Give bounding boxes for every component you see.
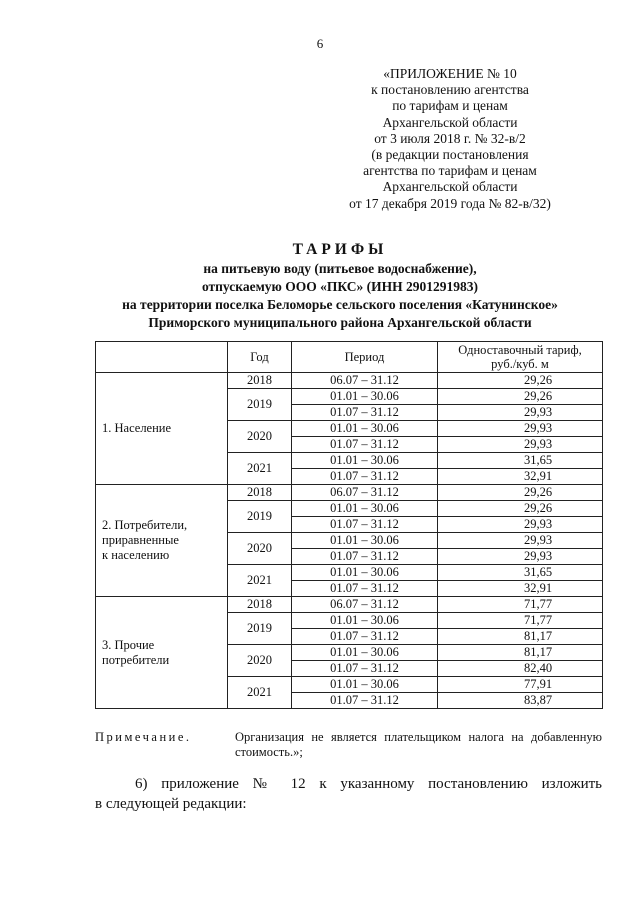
tariff-value-cell: 29,93 bbox=[438, 421, 603, 437]
period-cell: 01.07 – 31.12 bbox=[292, 581, 438, 597]
period-cell: 01.01 – 30.06 bbox=[292, 389, 438, 405]
appendix-line: Архангельской области bbox=[382, 114, 518, 130]
tariff-value-cell: 29,93 bbox=[438, 405, 603, 421]
year-cell: 2019 bbox=[228, 389, 292, 421]
consumer-label: потребители bbox=[102, 652, 170, 667]
tariff-value-cell: 81,17 bbox=[438, 645, 603, 661]
consumer-label: 2. Потребители, bbox=[102, 518, 188, 532]
table-header-row bbox=[96, 342, 603, 373]
period-cell: 01.01 – 30.06 bbox=[292, 613, 438, 629]
period-cell: 01.01 – 30.06 bbox=[292, 645, 438, 661]
period-cell: 01.07 – 31.12 bbox=[292, 661, 438, 677]
tariff-table bbox=[95, 341, 603, 709]
title-line: отпускаемую ООО «ПКС» (ИНН 2901291983) bbox=[201, 279, 479, 294]
year-cell: 2018 bbox=[228, 373, 292, 389]
tariff-value-cell: 29,26 bbox=[438, 501, 603, 517]
tariff-value-cell: 29,93 bbox=[438, 533, 603, 549]
consumer-label: приравненные bbox=[102, 533, 179, 547]
tariff-value-cell: 82,40 bbox=[438, 661, 603, 677]
title-line: на территории поселка Беломорье сельского поселения «Катунинское» bbox=[122, 297, 558, 312]
appendix-line: от 17 декабря 2019 года № 82-в/32) bbox=[349, 195, 551, 211]
tariff-value-cell: 31,65 bbox=[438, 565, 603, 581]
table-row bbox=[96, 597, 603, 613]
tariff-value-cell: 83,87 bbox=[438, 693, 603, 709]
page-number: 6 bbox=[316, 36, 324, 51]
tariff-value-cell: 77,91 bbox=[438, 677, 603, 693]
tariff-value-cell: 29,93 bbox=[438, 437, 603, 453]
tariff-value-cell: 32,91 bbox=[438, 469, 603, 485]
period-cell: 01.07 – 31.12 bbox=[292, 437, 438, 453]
body-paragraph bbox=[95, 774, 602, 814]
header-tariff-line: Одноставочный тариф, bbox=[458, 343, 582, 357]
tariff-value-cell: 29,26 bbox=[438, 485, 603, 501]
period-cell: 01.07 – 31.12 bbox=[292, 693, 438, 709]
period-cell: 01.07 – 31.12 bbox=[292, 517, 438, 533]
consumer-cell bbox=[96, 373, 228, 485]
header-consumer bbox=[96, 342, 228, 373]
year-cell: 2020 bbox=[228, 645, 292, 677]
document-title bbox=[60, 240, 620, 332]
tariff-value-cell: 31,65 bbox=[438, 453, 603, 469]
title-line: Приморского муниципального района Архангельской области bbox=[148, 315, 532, 330]
title-line: на питьевую воду (питьевое водоснабжение), bbox=[203, 261, 477, 276]
year-cell: 2020 bbox=[228, 533, 292, 565]
tariff-value-cell: 29,93 bbox=[438, 517, 603, 533]
period-cell: 01.01 – 30.06 bbox=[292, 677, 438, 693]
title-main: ТАРИФЫ bbox=[292, 241, 388, 258]
consumer-label: 1. Население bbox=[102, 421, 172, 435]
period-cell: 06.07 – 31.12 bbox=[292, 373, 438, 389]
year-cell: 2020 bbox=[228, 421, 292, 453]
consumer-label: 3. Прочие bbox=[102, 637, 155, 652]
header-period: Период bbox=[292, 342, 438, 373]
paragraph-line: 6) приложение № 12 к указанному постановлению изложить bbox=[135, 776, 602, 792]
period-cell: 01.01 – 30.06 bbox=[292, 533, 438, 549]
tariff-table-body bbox=[96, 373, 603, 709]
header-tariff-line: руб./куб. м bbox=[491, 357, 549, 371]
header-year: Год bbox=[228, 342, 292, 373]
tariff-value-cell: 71,77 bbox=[438, 613, 603, 629]
year-cell: 2021 bbox=[228, 677, 292, 709]
tariff-value-cell: 71,77 bbox=[438, 597, 603, 613]
period-cell: 01.07 – 31.12 bbox=[292, 549, 438, 565]
year-cell: 2018 bbox=[228, 485, 292, 501]
tariff-value-cell: 29,26 bbox=[438, 373, 603, 389]
tariff-value-cell: 81,17 bbox=[438, 629, 603, 645]
period-cell: 01.01 – 30.06 bbox=[292, 565, 438, 581]
tariff-value-cell: 32,91 bbox=[438, 581, 603, 597]
year-cell: 2021 bbox=[228, 565, 292, 597]
appendix-line: от 3 июля 2018 г. № 32-в/2 bbox=[374, 130, 526, 146]
appendix-line: по тарифам и ценам bbox=[392, 98, 508, 114]
paragraph-line: в следующей редакции: bbox=[95, 796, 247, 812]
tariff-value-cell: 29,93 bbox=[438, 549, 603, 565]
year-cell: 2018 bbox=[228, 597, 292, 613]
appendix-line: агентства по тарифам и ценам bbox=[363, 163, 537, 179]
year-cell: 2021 bbox=[228, 453, 292, 485]
header-tariff bbox=[438, 342, 603, 373]
period-cell: 01.07 – 31.12 bbox=[292, 629, 438, 645]
consumer-label: к населению bbox=[102, 548, 170, 562]
appendix-line: «ПРИЛОЖЕНИЕ № 10 bbox=[383, 66, 517, 81]
note-label: Примечание. bbox=[95, 730, 192, 744]
period-cell: 01.07 – 31.12 bbox=[292, 405, 438, 421]
table-row bbox=[96, 485, 603, 501]
tariff-value-cell: 29,26 bbox=[438, 389, 603, 405]
period-cell: 01.01 – 30.06 bbox=[292, 501, 438, 517]
appendix-line: к постановлению агентства bbox=[371, 82, 529, 98]
year-cell: 2019 bbox=[228, 501, 292, 533]
consumer-cell bbox=[96, 597, 228, 709]
appendix-header bbox=[330, 66, 570, 212]
period-cell: 01.01 – 30.06 bbox=[292, 453, 438, 469]
period-cell: 01.07 – 31.12 bbox=[292, 469, 438, 485]
consumer-cell bbox=[96, 485, 228, 597]
period-cell: 01.01 – 30.06 bbox=[292, 421, 438, 437]
table-row bbox=[96, 373, 603, 389]
period-cell: 06.07 – 31.12 bbox=[292, 485, 438, 501]
appendix-line: Архангельской области bbox=[382, 179, 518, 195]
period-cell: 06.07 – 31.12 bbox=[292, 597, 438, 613]
appendix-line: (в редакции постановления bbox=[371, 147, 529, 163]
note-text: Организация не является плательщиком налога на добавленную стоимость.»; bbox=[235, 730, 602, 759]
year-cell: 2019 bbox=[228, 613, 292, 645]
